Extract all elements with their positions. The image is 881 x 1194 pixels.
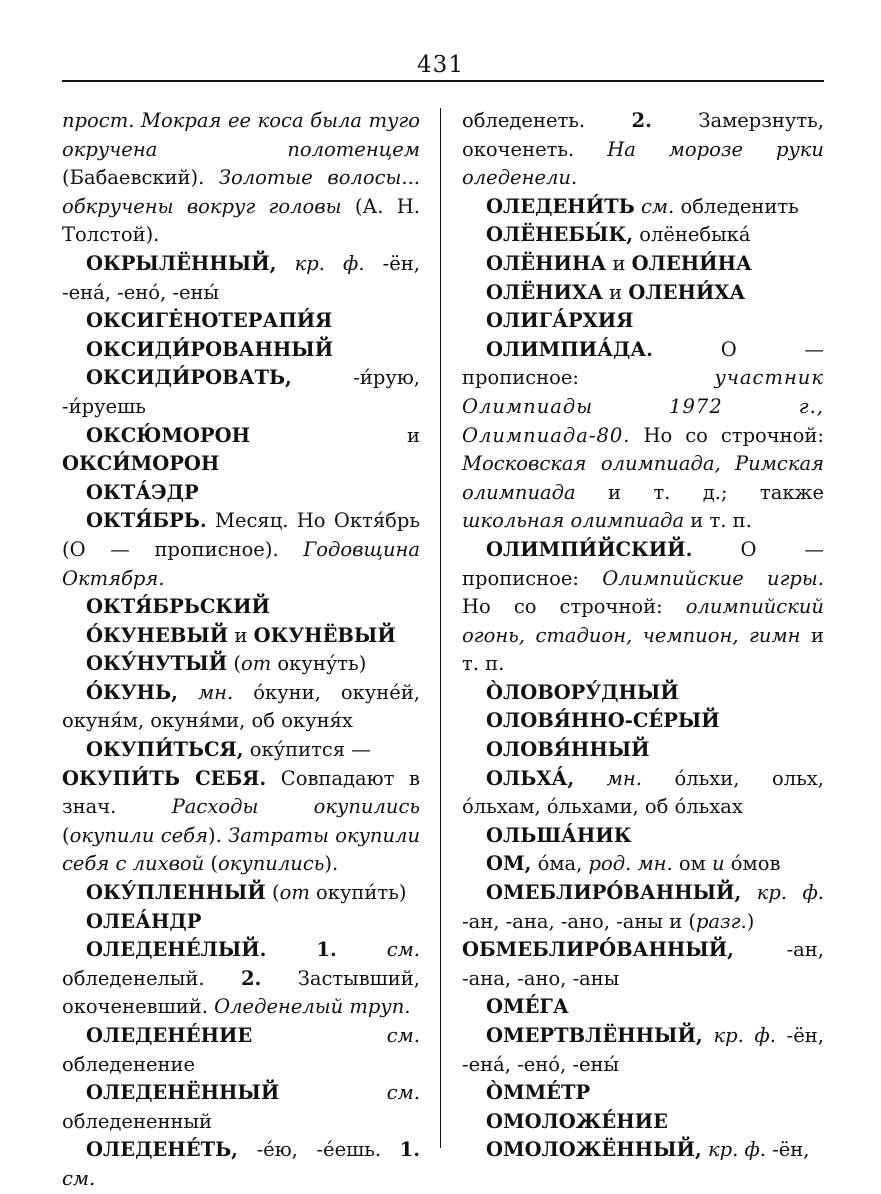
dictionary-entry [62, 507, 420, 593]
headword: ОКСИГЕ̇НОТЕРАПИ́Я [86, 309, 333, 333]
headword: ОЛИМПИ́ЙСКИЙ. [486, 537, 693, 561]
entry-text: обледененный [62, 1109, 213, 1133]
dictionary-entry [462, 679, 824, 708]
entry-text: О — прописное: [462, 337, 824, 390]
dictionary-entry [462, 850, 824, 879]
entry-text: ( [204, 852, 219, 876]
headword: ОКСИДИ́РОВАТЬ, [86, 366, 292, 390]
entry-text: о́льхи, ольх, о́льхам, о́льхами, об о́льхах [462, 766, 824, 819]
headword: О̀ЛОВОРУ́ДНЫЙ [486, 680, 679, 704]
left-column [62, 107, 420, 1194]
entry-text: Застывший, окоченевший. [62, 966, 420, 1019]
entry-text: о́куни, окуне́й, окуня́м, окуня́ми, об окуня́х [62, 680, 421, 733]
entry-text: окупились [218, 852, 325, 876]
headword: ОЛЕА́НДР [86, 909, 202, 933]
headword: ОЛЕДЕНЁННЫЙ [86, 1081, 280, 1105]
headword: ОКУ́НУТЫЙ [86, 652, 228, 676]
dictionary-entry [462, 536, 824, 679]
headword: ОЛЕДЕНЕ́НИЕ [86, 1024, 253, 1047]
dictionary-entry [62, 1079, 420, 1136]
dictionary-entry [62, 679, 420, 736]
headword: ОМЕ́ГА [486, 995, 569, 1019]
header-rule [62, 80, 824, 82]
entry-text: см. [386, 1024, 420, 1047]
entry-text: см. [640, 194, 675, 218]
dictionary-entry [62, 107, 420, 250]
entry-text: ). [324, 852, 339, 876]
entry-text: от [240, 652, 272, 676]
entry-text: школьная олимпиада [462, 509, 685, 533]
dictionary-entry [462, 193, 824, 222]
entry-text: о́ма, [531, 852, 589, 876]
dictionary-entry [462, 307, 824, 336]
entry-text: Совпадают в знач. [62, 766, 420, 819]
entry-text [337, 938, 387, 961]
dictionary-entry [462, 1108, 824, 1137]
entry-text: и [712, 852, 725, 876]
headword: ОКУПИ́ТЬСЯ, [86, 738, 244, 762]
dictionary-entry [62, 736, 420, 765]
entry-text: -и́рую, -и́руешь [62, 366, 420, 418]
dictionary-entry [462, 879, 824, 936]
entry-text: (А. Н. Толстой). [62, 194, 420, 247]
entry-text: обледенелый. [62, 966, 241, 990]
entry-text: Месяц. Но Октя́брь (О — прописное). [62, 509, 420, 561]
headword: ОКСЮ́МОРОН [86, 423, 250, 447]
headword: ОКТА́ЭДР [86, 480, 199, 504]
entry-text: обледенить [674, 194, 799, 218]
entry-text: окуну́ть) [271, 652, 367, 676]
entry-text: и [606, 251, 632, 275]
entry-text: ом [672, 852, 713, 876]
dictionary-entry [462, 765, 824, 822]
entry-text: 1. [316, 938, 337, 962]
headword: ОКТЯ́БРЬ. [86, 509, 207, 533]
entry-text: см. [62, 1166, 96, 1190]
headword: ОЛЁНИНА [486, 251, 607, 275]
headword: ОКСИДИ́РОВАННЫЙ [86, 337, 334, 361]
entry-text [703, 1024, 714, 1047]
dictionary-entry [62, 336, 420, 365]
headword: О́КУНЬ, [86, 680, 178, 704]
dictionary-entry [62, 936, 420, 1022]
dictionary-entry [462, 221, 824, 250]
headword: ОЛЕДЕНЕ́ТЬ, [86, 1138, 238, 1162]
headword: ОЛЬША́НИК [486, 823, 632, 847]
entry-text: -ён, -ена́, -ено́, -ены́ [62, 251, 420, 304]
entry-text [178, 681, 198, 704]
dictionary-entry [462, 1079, 824, 1108]
entry-text: олёнебыка́ [633, 223, 751, 247]
dictionary-entry [62, 622, 420, 651]
entry-text: и т. п. [684, 509, 752, 533]
page-number: 431 [417, 52, 464, 78]
headword: ОЛОВЯ́ННО-СЕ́РЫЙ [486, 709, 720, 733]
entry-text: -е́ю, -е́ешь. [237, 1138, 400, 1162]
dictionary-entry [62, 250, 420, 307]
entry-text: кр. ф. [713, 1024, 776, 1047]
column-divider [440, 108, 441, 1148]
entry-text: участник Олимпиады 1972 г., Олимпиада-80. [462, 366, 824, 447]
entry-text: На морозе руки оледенели. [462, 137, 824, 190]
entry-text: Но со строчной: [630, 423, 824, 447]
dictionary-entry [462, 336, 824, 536]
entry-text: ) [746, 909, 755, 933]
entry-text: и [602, 280, 629, 304]
entry-text: Годовщина Октября. [62, 537, 420, 590]
entry-text: мн. [197, 680, 234, 704]
headword: ОЛЬХА́, [486, 766, 575, 790]
headword: ОКУПИ́ТЬ СЕБЯ. [62, 766, 267, 790]
entry-text: ( [265, 881, 280, 905]
dictionary-entry [62, 1136, 420, 1193]
entry-text: олимпийский огонь, стадион, чемпион, гимн [462, 595, 824, 647]
entry-text: разг. [695, 909, 747, 933]
entry-text: Олимпийские игры. [602, 566, 824, 590]
headword: ОЛЕДЕНЕ́ЛЫЙ. [86, 938, 267, 962]
entry-text: кр. ф. [294, 251, 365, 275]
entry-text: Московская олимпиада, Римская олимпиада [462, 452, 824, 504]
entry-text: см. [386, 1081, 420, 1105]
headword: ОКУНЁВЫЙ [253, 623, 396, 647]
dictionary-entry [462, 822, 824, 851]
entry-text [266, 938, 316, 961]
entry-text: 1. [399, 1138, 420, 1162]
entry-text: -ён, [765, 1138, 810, 1162]
entry-text: Золотые волосы... обкручены вокруг головы [62, 166, 420, 218]
entry-text: Оледенелый труп. [214, 995, 411, 1019]
entry-text: обледенение [62, 1052, 196, 1076]
entry-text [279, 1081, 386, 1104]
entry-text: 2. [240, 966, 262, 990]
dictionary-entry [462, 279, 824, 308]
dictionary-entry [62, 422, 420, 479]
headword: ОКСИ́МОРОН [62, 452, 220, 476]
entry-text [276, 252, 294, 275]
entry-text: кр. ф. [756, 881, 824, 905]
dictionary-entry [462, 1022, 824, 1079]
entry-text: о́мов [724, 852, 781, 876]
headword: ОЛЁНЕБЫ́К, [486, 223, 634, 247]
dictionary-entry [62, 908, 420, 937]
entry-text: и т. п. [462, 623, 824, 676]
entry-text: от [279, 881, 310, 905]
dictionary-entry [462, 107, 824, 193]
headword: ОМЕБЛИРО́ВАННЫЙ, [486, 881, 742, 905]
headword: ОЛЁНИХА [486, 280, 603, 304]
entry-text: род. мн. [588, 852, 673, 876]
headword: ОЛОВЯ́ННЫЙ [486, 738, 650, 762]
dictionary-entry [62, 879, 420, 908]
headword: ОКРЫЛЁННЫЙ, [86, 251, 277, 275]
dictionary-entry [462, 1136, 824, 1165]
entry-text: окупили себя [69, 823, 208, 847]
dictionary-entry [62, 765, 420, 879]
dictionary-entry [62, 364, 420, 421]
entry-text: кр. ф. [707, 1138, 766, 1162]
headword: ОЛИМПИА́ДА. [486, 337, 653, 361]
entry-text: обледенеть. [462, 109, 632, 132]
entry-text: ( [227, 652, 241, 676]
entry-text: Расходы окупились [171, 795, 420, 819]
headword: ОКУ́ПЛЕННЫЙ [86, 881, 266, 905]
entry-text: -ён, -ена́, -ено́, -ены́ [462, 1024, 824, 1076]
dictionary-entry [62, 1022, 420, 1079]
entry-text: Но со строчной: [462, 595, 686, 619]
dictionary-entry [462, 993, 824, 1022]
entry-text [574, 767, 607, 790]
entry-text [741, 881, 756, 904]
dictionary-entry [462, 736, 824, 765]
entry-text: -ан, -ана, -ано, -аны [462, 938, 824, 990]
entry-text: ). [208, 823, 229, 847]
entry-text: см. [386, 938, 421, 962]
entry-text: и т. д.; также [575, 480, 824, 504]
entry-text: прост. Мокрая ее коса была туго окручена полотенцем [62, 109, 420, 161]
headword: О̀ММЕ́ТР [486, 1081, 591, 1105]
entry-text: и [250, 423, 420, 447]
dictionary-entry [462, 250, 824, 279]
entry-text: оку́пится — [243, 738, 371, 762]
dictionary-entry [62, 650, 420, 679]
entry-text: О — прописное: [462, 537, 824, 590]
dictionary-entry [462, 707, 824, 736]
headword: ОЛЕНИ́НА [631, 251, 752, 275]
entry-text: Замерзнуть, окоченеть. [462, 109, 824, 161]
dictionary-entry [462, 936, 824, 993]
dictionary-entry [62, 307, 420, 336]
dictionary-entry [62, 479, 420, 508]
headword: ОМОЛОЖЁННЫЙ, [486, 1138, 702, 1162]
headword: ОБМЕБЛИРО́ВАННЫЙ, [462, 938, 734, 962]
headword: ОМОЛОЖЕ́НИЕ [486, 1109, 668, 1133]
headword: О́КУНЕВЫЙ [86, 623, 229, 647]
headword: ОЛЕДЕНИ́ТЬ [486, 194, 635, 218]
headword: ОКТЯ́БРЬСКИЙ [86, 595, 270, 619]
entry-text: и [228, 623, 254, 647]
headword: ОЛЕНИ́ХА [628, 280, 746, 304]
entry-text: 2. [631, 109, 652, 132]
entry-text: ( [62, 823, 70, 847]
headword: ОЛИГА́РХИЯ [486, 309, 634, 333]
entry-text [252, 1024, 386, 1047]
entry-text: (Бабаевский). [62, 166, 219, 190]
dictionary-entry [62, 593, 420, 622]
entry-text: Затраты окупили себя с лихвой [62, 823, 420, 876]
headword: ОМ, [486, 852, 532, 876]
entry-text: окупи́ть) [309, 881, 407, 905]
right-column [462, 107, 824, 1165]
entry-text: -ан, -ана, -ано, -аны и ( [462, 909, 696, 933]
headword: ОМЕРТВЛЁННЫЙ, [486, 1024, 703, 1047]
entry-text: мн. [606, 766, 642, 790]
